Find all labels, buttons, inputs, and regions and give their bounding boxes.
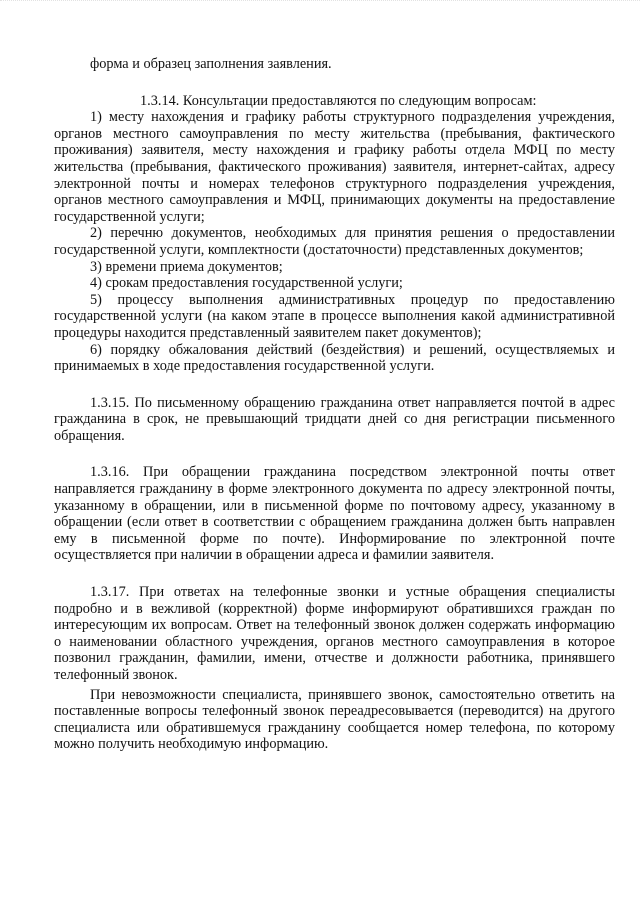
section-1-3-17-paragraph-1: 1.3.17. При ответах на телефонные звонки и устные обращения специалисты подробно и в вежливой (корректной) форме информируют обратившихся граждан по интересующим их вопросам. Ответ на телефонный звонок должен содержать информацию о наименовании областного учреждения, органов местного самоуправления в которое позвонил гражданин, фамилии, имени, отчестве и должности работника, принявшего телефонный звонок. xyxy=(54,584,615,683)
list-item-2: 2) перечню документов, необходимых для принятия решения о предоставлении государственной услуги, комплектности (достаточности) представленных документов; xyxy=(54,225,615,258)
section-1-3-14-heading: 1.3.14. Консультации предоставляются по следующим вопросам: xyxy=(140,92,537,109)
section-1-3-17-paragraph-2: При невозможности специалиста, принявшего звонок, самостоятельно ответить на поставленные вопросы телефонный звонок переадресовывается (переводится) на другого специалиста или обратившемуся гражданину сообщается номер телефона, по которому можно получить необходимую информацию. xyxy=(54,686,615,753)
document-page xyxy=(54,56,615,753)
intro-line: форма и образец заполнения заявления. xyxy=(90,56,332,72)
section-1-3-16: 1.3.16. При обращении гражданина посредством электронной почты ответ направляется гражданину в форме электронного документа по адресу электронной почты, указанному в обращении, или в письменной форме по почтовому адресу, указанному в обращении (если ответ в соответствии с обращением гражданина должен быть направлен ему в письменной форме по почте). Информирование по электронной почте осуществляется при наличии в обращении адреса и фамилии заявителя. xyxy=(54,464,615,564)
list-item-3: 3) времени приема документов; xyxy=(90,258,283,275)
list-item-1: 1) месту нахождения и графику работы структурного подразделения учреждения, органов местного самоуправления по месту жительства (пребывания, фактического проживания) заявителя, месту нахождения и графику работы отдела МФЦ по месту жительства (пребывания, фактического проживания) заявителя, интернет-сайтах, адресу электронной почты и номерах телефонов структурного подразделения учреждения, органов местного самоуправления и МФЦ, принимающих документы на предоставление государственной услуги; xyxy=(54,109,615,225)
scan-top-edge xyxy=(0,0,640,7)
list-item-5: 5) процессу выполнения административных процедур по предоставлению государственной услуги (на каком этапе в процессе выполнения какой административной процедуры находится представленный заявителем пакет документов); xyxy=(54,291,615,341)
list-item-4: 4) срокам предоставления государственной услуги; xyxy=(90,275,403,292)
list-item-6: 6) порядку обжалования действий (бездействия) и решений, осуществляемых и принимаемых в ходе предоставления государственной услуги. xyxy=(54,341,615,375)
section-1-3-15: 1.3.15. По письменному обращению гражданина ответ направляется почтой в адрес гражданина в срок, не превышающий тридцати дней со дня регистрации письменного обращения. xyxy=(54,394,615,444)
